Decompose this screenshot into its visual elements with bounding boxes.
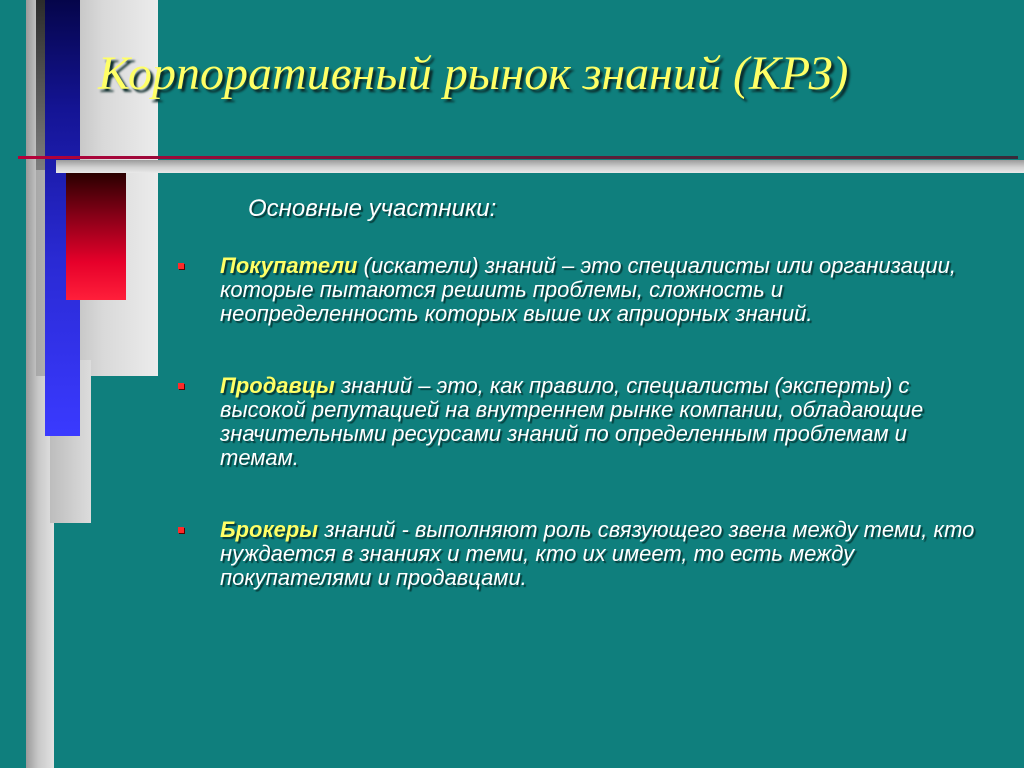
participants-list (176, 254, 976, 590)
bullet-text: знаний - выполняют роль связующего звена между теми, кто нуждается в знаниях и теми, кто их имеет, то есть между покупателями и продавцами. (220, 517, 975, 590)
title-underline-bar (56, 160, 1024, 173)
bullet-term: Брокеры (220, 517, 319, 542)
bullet-term: Покупатели (220, 253, 358, 278)
list-item-buyers (176, 254, 976, 326)
red-square-bullet-icon (178, 527, 184, 533)
decorative-red-block (66, 173, 126, 300)
bullet-text: (искатели) знаний – это специалисты или организации, которые пытаются решить проблемы, сложность и неопределенность которых выше их априорных знаний. (220, 253, 956, 326)
slide-title: Корпоративный рынок знаний (КРЗ) (98, 47, 849, 100)
bullet-term: Продавцы (220, 373, 335, 398)
list-item-brokers (176, 518, 976, 590)
red-square-bullet-icon (178, 383, 184, 389)
bullet-text: знаний – это, как правило, специалисты (эксперты) с высокой репутацией на внутреннем рынке компании, обладающие значительными ресурсами знаний по определенным проблемам и темам. (220, 373, 924, 470)
slide-subtitle: Основные участники: (248, 195, 497, 222)
list-item-sellers (176, 374, 976, 470)
red-square-bullet-icon (178, 263, 184, 269)
title-underline-red-line (18, 156, 1018, 159)
